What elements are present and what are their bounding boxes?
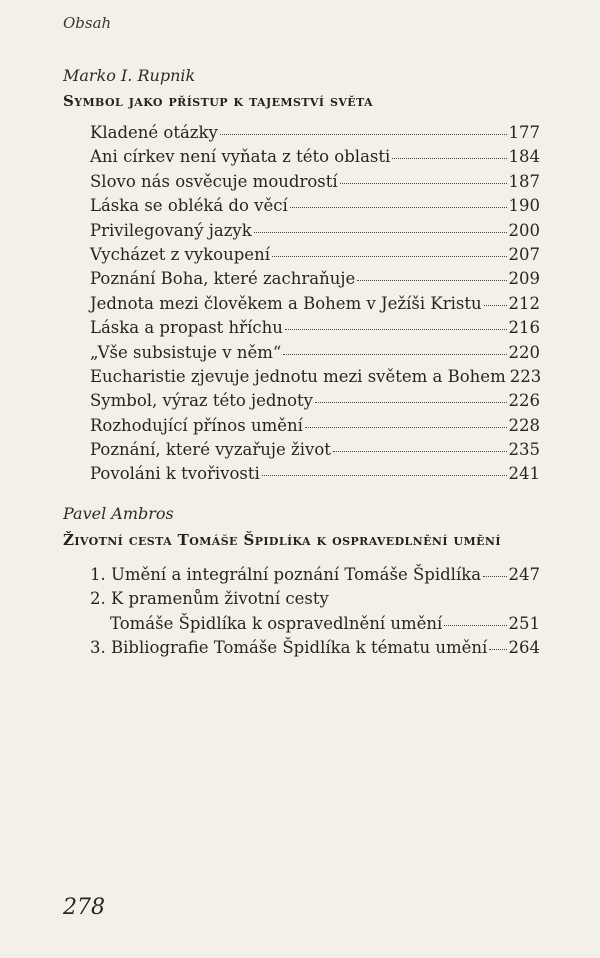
running-header: Obsah [63, 14, 112, 32]
toc-entry-page: 207 [508, 244, 540, 264]
toc-entry-title: Poznání Boha, které zachraňuje [90, 269, 356, 289]
toc-entry-title: 1. Umění a integrální poznání Tomáše Špidlíka [90, 565, 482, 584]
toc-entry-title: „Vše subsistuje v něm“ [90, 342, 282, 362]
toc-entry [90, 341, 540, 365]
toc-entry [90, 462, 540, 486]
toc-entry [90, 365, 540, 389]
toc-entry-title: Rozhodující přínos umění [90, 415, 303, 435]
toc-entry [90, 292, 540, 316]
toc-entry [90, 170, 540, 194]
toc-leader-dots [444, 625, 506, 626]
toc-leader-dots [283, 354, 506, 355]
toc-leader-dots [290, 207, 507, 208]
page-number: 278 [63, 895, 105, 920]
section2-toc [90, 563, 540, 661]
toc-entry-title: Jednota mezi člověkem a Bohem v Ježíši Kristu [90, 293, 482, 313]
toc-entry-page: 251 [508, 613, 540, 633]
toc-entry-title: Láska se obléká do věcí [90, 196, 288, 216]
section1-title: Symbol jako přístup k tajemství světa [63, 92, 373, 110]
toc-leader-dots [483, 576, 506, 577]
toc-leader-dots [489, 649, 506, 650]
toc-leader-dots [315, 402, 507, 403]
toc-entry-page: 209 [508, 269, 540, 289]
toc-entry-title: Eucharistie zjevuje jednotu mezi světem a Bohem [90, 366, 506, 386]
toc-entry-page: 187 [508, 171, 540, 191]
toc-entry-page: 247 [508, 565, 540, 584]
toc-entry-page: 235 [508, 440, 540, 460]
toc-entry-title: Privilegovaný jazyk [90, 220, 252, 240]
toc-entry [90, 414, 540, 438]
toc-entry [90, 316, 540, 340]
toc-entry-title: Tomáše Špidlíka k ospravedlnění umění [110, 613, 443, 633]
toc-entry-title: Povoláni k tvořivosti [90, 464, 260, 484]
toc-leader-dots [392, 158, 506, 159]
toc-entry-page: 220 [508, 342, 540, 362]
toc-leader-dots [285, 329, 507, 330]
toc-entry-page: 190 [508, 196, 540, 216]
toc-entry-title: Láska a propast hříchu [90, 318, 283, 338]
toc-entry [90, 389, 540, 413]
toc-entry-page: 200 [508, 220, 540, 240]
toc-entry-title: Kladené otázky [90, 123, 218, 142]
toc-leader-dots [333, 451, 507, 452]
toc-entry-title: Ani církev není vyňata z této oblasti [90, 147, 391, 167]
toc-entry-page: 264 [508, 638, 540, 658]
toc-entry-page: 184 [508, 147, 540, 167]
toc-entry-page: 212 [508, 293, 540, 313]
section1-author: Marko I. Rupnik [63, 66, 196, 85]
toc-entry-title: 3. Bibliografie Tomáše Špidlíka k tématu umění [90, 638, 488, 658]
toc-entry [90, 563, 540, 587]
toc-entry-page: 228 [508, 415, 540, 435]
toc-leader-dots [305, 427, 507, 428]
toc-leader-dots [357, 280, 506, 281]
toc-entry-title: Vycházet z vykoupení [90, 244, 270, 264]
section2-title: Životní cesta Tomáše Špidlíka k ospravedlnění umění [63, 531, 501, 549]
toc-entry [90, 243, 540, 267]
section2-author: Pavel Ambros [63, 504, 174, 523]
toc-entry [90, 194, 540, 218]
toc-entry [90, 145, 540, 169]
toc-entry [90, 121, 540, 145]
toc-entry [90, 219, 540, 243]
toc-entry-page: 241 [508, 464, 540, 484]
toc-entry-page: 223 [509, 366, 542, 386]
toc-leader-dots [254, 232, 507, 233]
toc-entry-title: 2. K pramenům životní cesty [90, 589, 329, 609]
toc-leader-dots [272, 256, 507, 257]
toc-entry [90, 636, 540, 660]
toc-entry [90, 267, 540, 291]
toc-entry-title: Slovo nás osvěcuje moudrostí [90, 171, 338, 191]
toc-entry-page: 177 [508, 123, 540, 142]
toc-leader-dots [220, 134, 507, 135]
section1-toc [90, 121, 540, 487]
toc-entry [90, 612, 540, 636]
toc-entry-page: 226 [508, 391, 540, 411]
toc-entry [90, 438, 540, 462]
toc-entry-title: Poznání, které vyzařuje život [90, 440, 331, 460]
toc-leader-dots [340, 183, 507, 184]
toc-leader-dots [262, 475, 507, 476]
toc-entry-page: 216 [508, 318, 540, 338]
toc-entry-title: Symbol, výraz této jednoty [90, 391, 313, 411]
toc-entry [90, 587, 540, 611]
toc-leader-dots [484, 305, 507, 306]
